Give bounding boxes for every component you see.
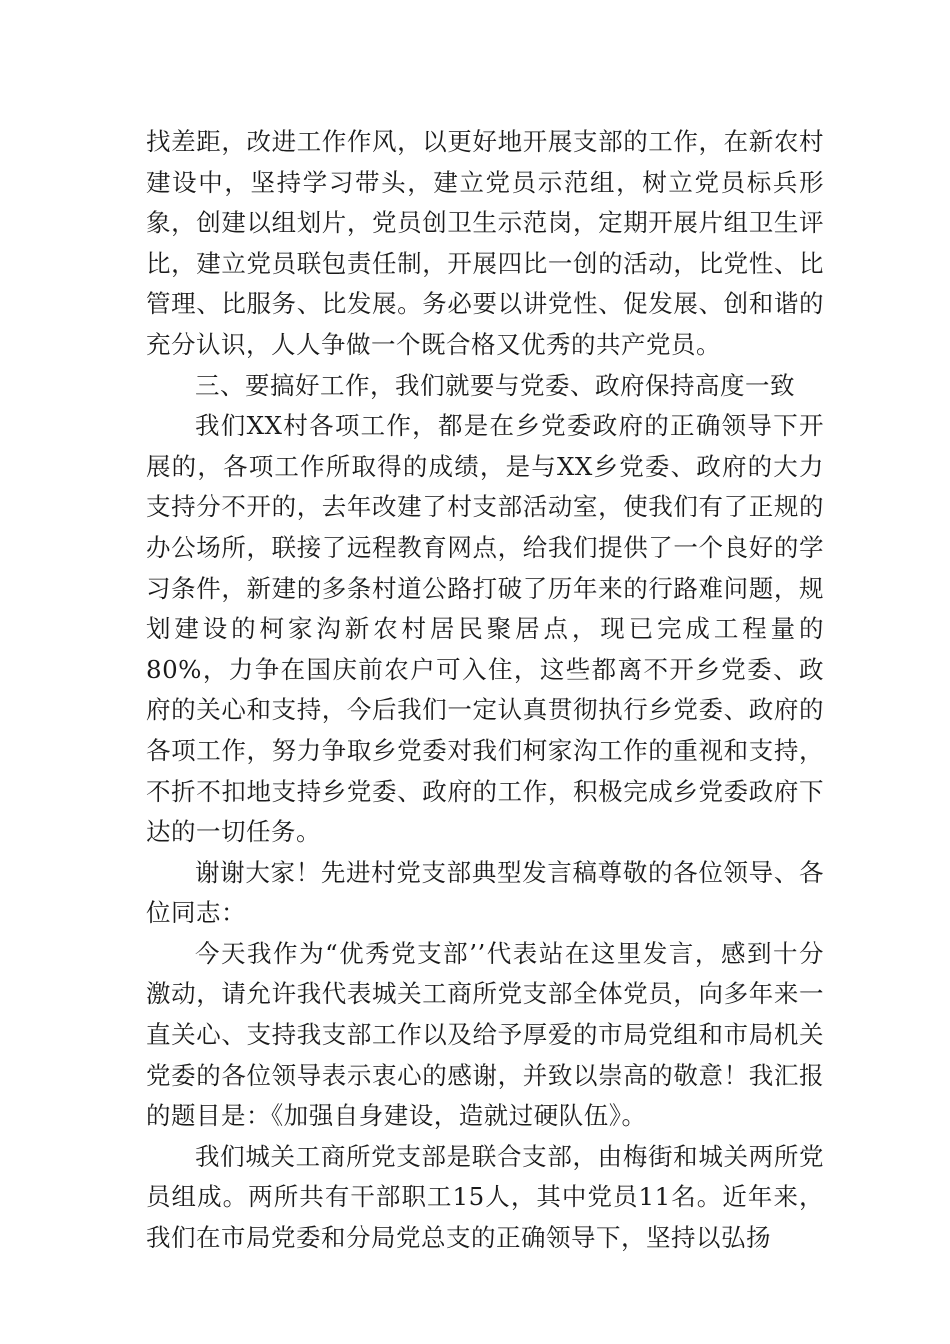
document-page <box>146 122 824 1259</box>
paragraph: 我们XX村各项工作，都是在乡党委政府的正确领导下开展的，各项工作所取得的成绩，是与XX乡党委、政府的大力支持分不开的，去年改建了村支部活动室，使我们有了正规的办公场所，联接了远程教育网点，给我们提供了一个良好的学习条件，新建的多条村道公路打破了历年来的行路难问题，规划建设的柯家沟新农村居民聚居点，现已完成工程量的80%，力争在国庆前农户可入住，这些都离不开乡党委、政府的关心和支持，今后我们一定认真贯彻执行乡党委、政府的各项工作，努力争取乡党委对我们柯家沟工作的重视和支持，不折不扣地支持乡党委、政府的工作，积极完成乡党委政府下达的一切任务。 <box>146 411 824 847</box>
paragraph: 我们城关工商所党支部是联合支部，由梅街和城关两所党员组成。两所共有干部职工15人，其中党员11名。近年来，我们在市局党委和分局党总支的正确领导下，坚持以弘扬 <box>146 1141 824 1253</box>
section-heading: 三、要搞好工作，我们就要与党委、政府保持高度一致 <box>195 370 795 400</box>
paragraph: 今天我作为“优秀党支部’’代表站在这里发言，感到十分激动，请允许我代表城关工商所党支部全体党员，向多年来一直关心、支持我支部工作以及给予厚爱的市局党组和市局机关党委的各位领导表示衷心的感谢，并致以崇高的敬意！我汇报的题目是：《加强自身建设，造就过硬队伍》。 <box>146 938 824 1131</box>
paragraph: 找差距，改进工作作风，以更好地开展支部的工作，在新农村建设中，坚持学习带头，建立党员示范组，树立党员标兵形象，创建以组划片，党员创卫生示范岗，定期开展片组卫生评比，建立党员联包责任制，开展四比一创的活动，比党性、比管理、比服务、比发展。务必要以讲党性、促发展、创和谐的充分认识，人人争做一个既合格又优秀的共产党员。 <box>146 127 824 359</box>
paragraph: 谢谢大家！先进村党支部典型发言稿尊敬的各位领导、各位同志： <box>146 857 824 928</box>
